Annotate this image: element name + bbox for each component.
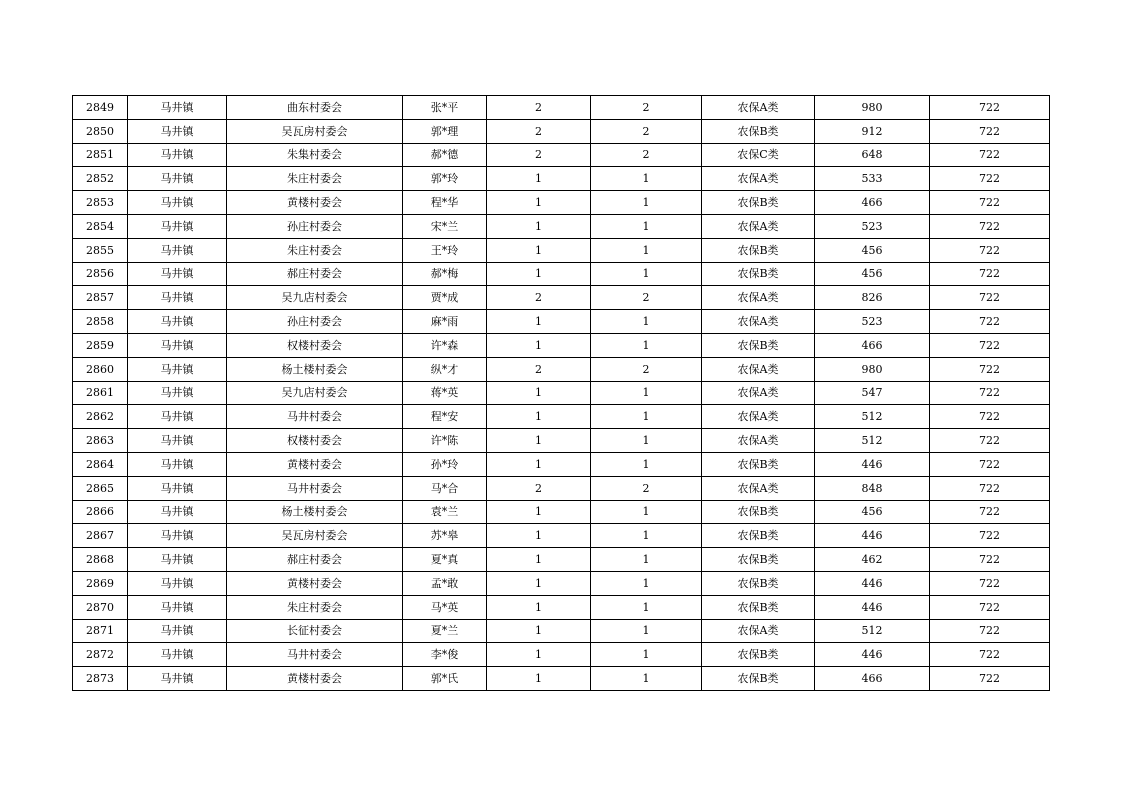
- covered-count-cell: 1: [591, 524, 702, 548]
- table-row: [73, 143, 1050, 167]
- standard-cell: 722: [930, 96, 1050, 120]
- village-committee-cell: 孙庄村委会: [227, 310, 403, 334]
- town-cell: 马井镇: [128, 119, 227, 143]
- name-cell: 李*俊: [403, 643, 487, 667]
- table-row: [73, 119, 1050, 143]
- row-number-cell: 2857: [73, 286, 128, 310]
- table-row: [73, 381, 1050, 405]
- amount-cell: 466: [815, 333, 930, 357]
- amount-cell: 446: [815, 571, 930, 595]
- town-cell: 马井镇: [128, 143, 227, 167]
- amount-cell: 446: [815, 595, 930, 619]
- amount-cell: 533: [815, 167, 930, 191]
- name-cell: 郝*德: [403, 143, 487, 167]
- name-cell: 袁*兰: [403, 500, 487, 524]
- household-count-cell: 1: [487, 381, 591, 405]
- table-row: [73, 167, 1050, 191]
- town-cell: 马井镇: [128, 476, 227, 500]
- village-committee-cell: 孙庄村委会: [227, 214, 403, 238]
- household-count-cell: 1: [487, 333, 591, 357]
- household-count-cell: 1: [487, 310, 591, 334]
- category-cell: 农保A类: [702, 619, 815, 643]
- name-cell: 马*英: [403, 595, 487, 619]
- covered-count-cell: 1: [591, 619, 702, 643]
- town-cell: 马井镇: [128, 643, 227, 667]
- name-cell: 孟*敢: [403, 571, 487, 595]
- village-committee-cell: 郝庄村委会: [227, 262, 403, 286]
- covered-count-cell: 1: [591, 429, 702, 453]
- standard-cell: 722: [930, 119, 1050, 143]
- row-number-cell: 2871: [73, 619, 128, 643]
- amount-cell: 512: [815, 405, 930, 429]
- amount-cell: 523: [815, 310, 930, 334]
- household-count-cell: 1: [487, 643, 591, 667]
- amount-cell: 980: [815, 96, 930, 120]
- category-cell: 农保A类: [702, 214, 815, 238]
- covered-count-cell: 2: [591, 143, 702, 167]
- standard-cell: 722: [930, 262, 1050, 286]
- row-number-cell: 2850: [73, 119, 128, 143]
- town-cell: 马井镇: [128, 333, 227, 357]
- table-row: [73, 452, 1050, 476]
- name-cell: 郭*氏: [403, 667, 487, 691]
- row-number-cell: 2851: [73, 143, 128, 167]
- standard-cell: 722: [930, 500, 1050, 524]
- household-count-cell: 2: [487, 286, 591, 310]
- covered-count-cell: 1: [591, 667, 702, 691]
- name-cell: 郝*梅: [403, 262, 487, 286]
- village-committee-cell: 权楼村委会: [227, 333, 403, 357]
- standard-cell: 722: [930, 381, 1050, 405]
- village-committee-cell: 曲东村委会: [227, 96, 403, 120]
- table-row: [73, 476, 1050, 500]
- town-cell: 马井镇: [128, 405, 227, 429]
- town-cell: 马井镇: [128, 96, 227, 120]
- amount-cell: 446: [815, 643, 930, 667]
- household-count-cell: 1: [487, 619, 591, 643]
- name-cell: 蒋*英: [403, 381, 487, 405]
- covered-count-cell: 1: [591, 191, 702, 215]
- table-row: [73, 500, 1050, 524]
- standard-cell: 722: [930, 286, 1050, 310]
- table-row: [73, 571, 1050, 595]
- table-row: [73, 357, 1050, 381]
- standard-cell: 722: [930, 429, 1050, 453]
- row-number-cell: 2856: [73, 262, 128, 286]
- row-number-cell: 2865: [73, 476, 128, 500]
- table-row: [73, 310, 1050, 334]
- category-cell: 农保B类: [702, 667, 815, 691]
- household-count-cell: 2: [487, 96, 591, 120]
- town-cell: 马井镇: [128, 500, 227, 524]
- village-committee-cell: 黄楼村委会: [227, 452, 403, 476]
- category-cell: 农保A类: [702, 429, 815, 453]
- row-number-cell: 2866: [73, 500, 128, 524]
- standard-cell: 722: [930, 405, 1050, 429]
- category-cell: 农保A类: [702, 286, 815, 310]
- table-row: [73, 191, 1050, 215]
- amount-cell: 547: [815, 381, 930, 405]
- household-count-cell: 1: [487, 595, 591, 619]
- village-committee-cell: 郝庄村委会: [227, 548, 403, 572]
- town-cell: 马井镇: [128, 167, 227, 191]
- village-committee-cell: 吴瓦房村委会: [227, 119, 403, 143]
- standard-cell: 722: [930, 357, 1050, 381]
- table-row: [73, 619, 1050, 643]
- amount-cell: 466: [815, 191, 930, 215]
- standard-cell: 722: [930, 310, 1050, 334]
- row-number-cell: 2870: [73, 595, 128, 619]
- row-number-cell: 2849: [73, 96, 128, 120]
- row-number-cell: 2854: [73, 214, 128, 238]
- table-row: [73, 238, 1050, 262]
- household-count-cell: 1: [487, 214, 591, 238]
- household-count-cell: 1: [487, 262, 591, 286]
- name-cell: 程*华: [403, 191, 487, 215]
- amount-cell: 523: [815, 214, 930, 238]
- town-cell: 马井镇: [128, 238, 227, 262]
- name-cell: 许*森: [403, 333, 487, 357]
- name-cell: 宋*兰: [403, 214, 487, 238]
- covered-count-cell: 1: [591, 333, 702, 357]
- town-cell: 马井镇: [128, 548, 227, 572]
- category-cell: 农保B类: [702, 333, 815, 357]
- category-cell: 农保A类: [702, 405, 815, 429]
- village-committee-cell: 吴九店村委会: [227, 286, 403, 310]
- household-count-cell: 1: [487, 167, 591, 191]
- row-number-cell: 2860: [73, 357, 128, 381]
- village-committee-cell: 长征村委会: [227, 619, 403, 643]
- category-cell: 农保A类: [702, 381, 815, 405]
- town-cell: 马井镇: [128, 214, 227, 238]
- standard-cell: 722: [930, 667, 1050, 691]
- category-cell: 农保B类: [702, 643, 815, 667]
- amount-cell: 456: [815, 238, 930, 262]
- covered-count-cell: 1: [591, 238, 702, 262]
- name-cell: 马*合: [403, 476, 487, 500]
- category-cell: 农保B类: [702, 238, 815, 262]
- amount-cell: 848: [815, 476, 930, 500]
- row-number-cell: 2858: [73, 310, 128, 334]
- village-committee-cell: 杨土楼村委会: [227, 500, 403, 524]
- standard-cell: 722: [930, 238, 1050, 262]
- household-count-cell: 2: [487, 119, 591, 143]
- row-number-cell: 2859: [73, 333, 128, 357]
- household-count-cell: 1: [487, 238, 591, 262]
- category-cell: 农保B类: [702, 452, 815, 476]
- covered-count-cell: 1: [591, 500, 702, 524]
- amount-cell: 826: [815, 286, 930, 310]
- covered-count-cell: 2: [591, 357, 702, 381]
- standard-cell: 722: [930, 524, 1050, 548]
- standard-cell: 722: [930, 643, 1050, 667]
- name-cell: 许*陈: [403, 429, 487, 453]
- covered-count-cell: 1: [591, 405, 702, 429]
- town-cell: 马井镇: [128, 619, 227, 643]
- town-cell: 马井镇: [128, 310, 227, 334]
- row-number-cell: 2864: [73, 452, 128, 476]
- village-committee-cell: 朱庄村委会: [227, 167, 403, 191]
- name-cell: 王*玲: [403, 238, 487, 262]
- table-row: [73, 548, 1050, 572]
- table-row: [73, 214, 1050, 238]
- table-row: [73, 429, 1050, 453]
- category-cell: 农保B类: [702, 548, 815, 572]
- row-number-cell: 2873: [73, 667, 128, 691]
- table-row: [73, 524, 1050, 548]
- name-cell: 麻*雨: [403, 310, 487, 334]
- town-cell: 马井镇: [128, 429, 227, 453]
- row-number-cell: 2862: [73, 405, 128, 429]
- village-committee-cell: 吴瓦房村委会: [227, 524, 403, 548]
- household-count-cell: 2: [487, 143, 591, 167]
- category-cell: 农保B类: [702, 571, 815, 595]
- covered-count-cell: 1: [591, 214, 702, 238]
- standard-cell: 722: [930, 214, 1050, 238]
- town-cell: 马井镇: [128, 357, 227, 381]
- covered-count-cell: 2: [591, 96, 702, 120]
- amount-cell: 456: [815, 262, 930, 286]
- name-cell: 苏*皋: [403, 524, 487, 548]
- village-committee-cell: 黄楼村委会: [227, 571, 403, 595]
- town-cell: 马井镇: [128, 191, 227, 215]
- standard-cell: 722: [930, 167, 1050, 191]
- category-cell: 农保A类: [702, 96, 815, 120]
- row-number-cell: 2853: [73, 191, 128, 215]
- standard-cell: 722: [930, 619, 1050, 643]
- standard-cell: 722: [930, 595, 1050, 619]
- village-committee-cell: 杨土楼村委会: [227, 357, 403, 381]
- amount-cell: 446: [815, 524, 930, 548]
- covered-count-cell: 1: [591, 548, 702, 572]
- table-body: [73, 96, 1050, 691]
- name-cell: 郭*玲: [403, 167, 487, 191]
- town-cell: 马井镇: [128, 571, 227, 595]
- table-row: [73, 595, 1050, 619]
- town-cell: 马井镇: [128, 595, 227, 619]
- standard-cell: 722: [930, 476, 1050, 500]
- name-cell: 夏*真: [403, 548, 487, 572]
- covered-count-cell: 2: [591, 476, 702, 500]
- household-count-cell: 1: [487, 452, 591, 476]
- covered-count-cell: 1: [591, 381, 702, 405]
- household-count-cell: 1: [487, 571, 591, 595]
- name-cell: 张*平: [403, 96, 487, 120]
- household-count-cell: 1: [487, 500, 591, 524]
- amount-cell: 912: [815, 119, 930, 143]
- covered-count-cell: 1: [591, 595, 702, 619]
- standard-cell: 722: [930, 452, 1050, 476]
- town-cell: 马井镇: [128, 262, 227, 286]
- table-row: [73, 286, 1050, 310]
- amount-cell: 512: [815, 619, 930, 643]
- row-number-cell: 2867: [73, 524, 128, 548]
- category-cell: 农保A类: [702, 357, 815, 381]
- category-cell: 农保A类: [702, 310, 815, 334]
- town-cell: 马井镇: [128, 286, 227, 310]
- village-committee-cell: 黄楼村委会: [227, 667, 403, 691]
- row-number-cell: 2872: [73, 643, 128, 667]
- name-cell: 贾*成: [403, 286, 487, 310]
- village-committee-cell: 马井村委会: [227, 476, 403, 500]
- name-cell: 纵*才: [403, 357, 487, 381]
- standard-cell: 722: [930, 191, 1050, 215]
- village-committee-cell: 吴九店村委会: [227, 381, 403, 405]
- standard-cell: 722: [930, 143, 1050, 167]
- row-number-cell: 2868: [73, 548, 128, 572]
- household-count-cell: 1: [487, 524, 591, 548]
- category-cell: 农保B类: [702, 500, 815, 524]
- category-cell: 农保A类: [702, 476, 815, 500]
- household-count-cell: 2: [487, 476, 591, 500]
- name-cell: 程*安: [403, 405, 487, 429]
- village-committee-cell: 朱庄村委会: [227, 238, 403, 262]
- category-cell: 农保B类: [702, 524, 815, 548]
- category-cell: 农保C类: [702, 143, 815, 167]
- amount-cell: 980: [815, 357, 930, 381]
- table-row: [73, 667, 1050, 691]
- amount-cell: 466: [815, 667, 930, 691]
- covered-count-cell: 1: [591, 310, 702, 334]
- row-number-cell: 2852: [73, 167, 128, 191]
- row-number-cell: 2855: [73, 238, 128, 262]
- row-number-cell: 2861: [73, 381, 128, 405]
- town-cell: 马井镇: [128, 381, 227, 405]
- village-committee-cell: 马井村委会: [227, 643, 403, 667]
- village-committee-cell: 马井村委会: [227, 405, 403, 429]
- standard-cell: 722: [930, 333, 1050, 357]
- covered-count-cell: 1: [591, 643, 702, 667]
- amount-cell: 648: [815, 143, 930, 167]
- name-cell: 郭*理: [403, 119, 487, 143]
- category-cell: 农保A类: [702, 167, 815, 191]
- household-count-cell: 2: [487, 357, 591, 381]
- town-cell: 马井镇: [128, 667, 227, 691]
- category-cell: 农保B类: [702, 191, 815, 215]
- amount-cell: 446: [815, 452, 930, 476]
- name-cell: 孙*玲: [403, 452, 487, 476]
- table-row: [73, 405, 1050, 429]
- covered-count-cell: 2: [591, 286, 702, 310]
- village-committee-cell: 权楼村委会: [227, 429, 403, 453]
- household-count-cell: 1: [487, 429, 591, 453]
- household-count-cell: 1: [487, 667, 591, 691]
- category-cell: 农保B类: [702, 262, 815, 286]
- covered-count-cell: 1: [591, 262, 702, 286]
- village-committee-cell: 黄楼村委会: [227, 191, 403, 215]
- standard-cell: 722: [930, 548, 1050, 572]
- category-cell: 农保B类: [702, 119, 815, 143]
- standard-cell: 722: [930, 571, 1050, 595]
- table-row: [73, 262, 1050, 286]
- covered-count-cell: 1: [591, 571, 702, 595]
- household-count-cell: 1: [487, 405, 591, 429]
- town-cell: 马井镇: [128, 524, 227, 548]
- household-count-cell: 1: [487, 191, 591, 215]
- village-committee-cell: 朱集村委会: [227, 143, 403, 167]
- town-cell: 马井镇: [128, 452, 227, 476]
- covered-count-cell: 1: [591, 167, 702, 191]
- covered-count-cell: 1: [591, 452, 702, 476]
- data-table: [72, 95, 1050, 691]
- row-number-cell: 2863: [73, 429, 128, 453]
- village-committee-cell: 朱庄村委会: [227, 595, 403, 619]
- name-cell: 夏*兰: [403, 619, 487, 643]
- household-count-cell: 1: [487, 548, 591, 572]
- covered-count-cell: 2: [591, 119, 702, 143]
- amount-cell: 462: [815, 548, 930, 572]
- amount-cell: 456: [815, 500, 930, 524]
- table-row: [73, 96, 1050, 120]
- table-row: [73, 333, 1050, 357]
- amount-cell: 512: [815, 429, 930, 453]
- category-cell: 农保B类: [702, 595, 815, 619]
- row-number-cell: 2869: [73, 571, 128, 595]
- table-row: [73, 643, 1050, 667]
